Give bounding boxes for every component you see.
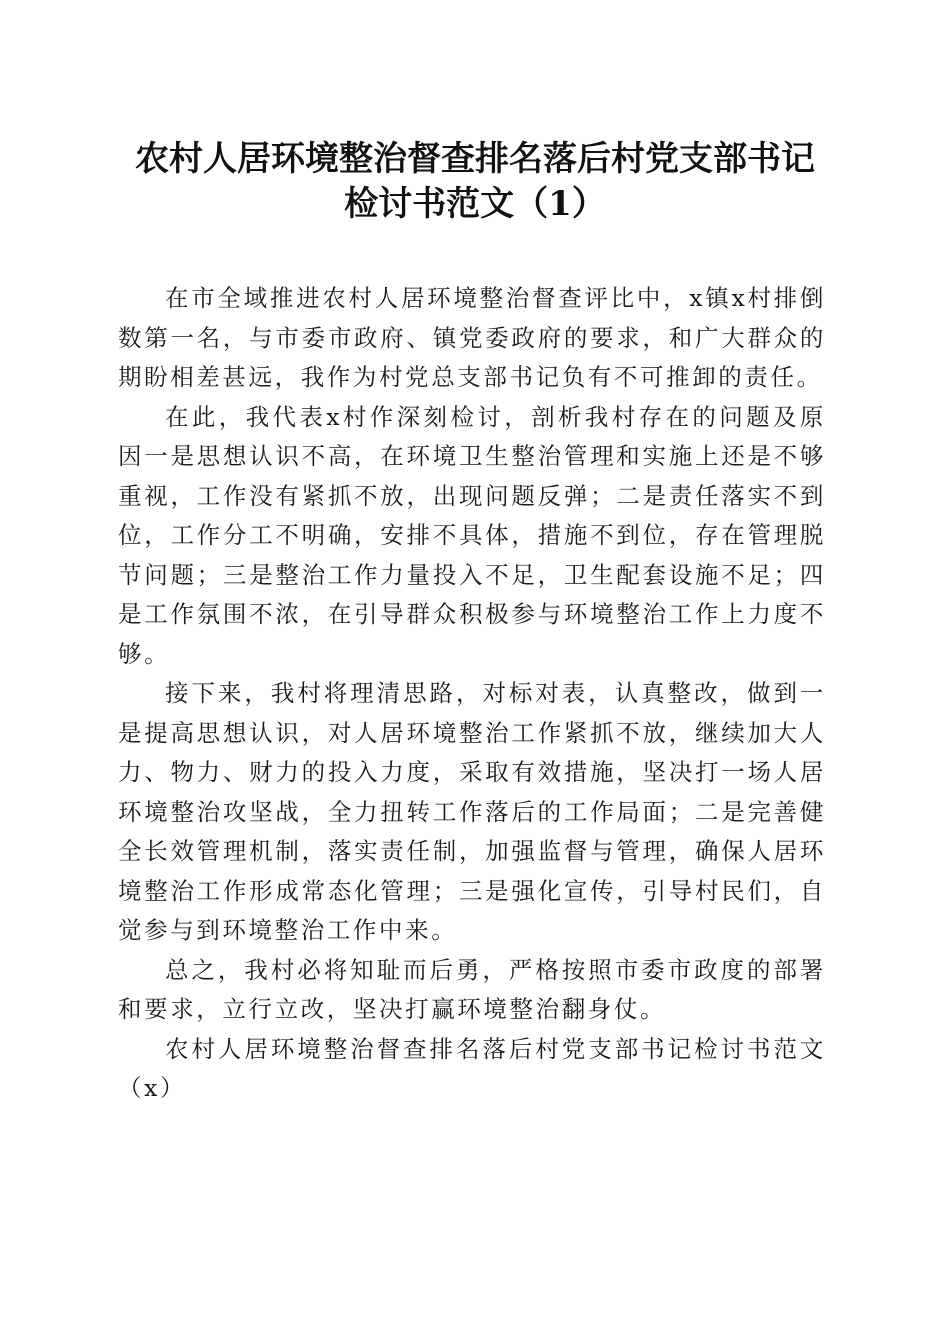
document-body [118, 279, 826, 1109]
paragraph-2: 在此，我代表x村作深刻检讨，剖析我村存在的问题及原因一是思想认识不高，在环境卫生整治管理和实施上还是不够重视，工作没有紧抓不放，出现问题反弹；二是责任落实不到位，工作分工不明确，安排不具体，措施不到位，存在管理脱节问题；三是整治工作力量投入不足，卫生配套设施不足；四是工作氛围不浓，在引导群众积极参与环境整治工作上力度不够。 [118, 402, 826, 668]
paragraph-5: 农村人居环境整治督查排名落后村党支部书记检讨书范文（x） [118, 1034, 826, 1102]
paragraph-1: 在市全域推进农村人居环境整治督查评比中，x镇x村排倒数第一名，与市委市政府、镇党委政府的要求，和广大群众的期盼相差甚远，我作为村党总支部书记负有不可推卸的责任。 [118, 284, 826, 391]
paragraph-4: 总之，我村必将知耻而后勇，严格按照市委市政度的部署和要求，立行立改，坚决打赢环境整治翻身仗。 [118, 955, 826, 1023]
paragraph-3: 接下来，我村将理清思路，对标对表，认真整改，做到一是提高思想认识，对人居环境整治工作紧抓不放，继续加大人力、物力、财力的投入力度，采取有效措施，坚决打一场人居环境整治攻坚战，全力扭转工作落后的工作局面；二是完善健全长效管理机制，落实责任制，加强监督与管理，确保人居环境整治工作形成常态化管理；三是强化宣传，引导村民们，自觉参与到环境整治工作中来。 [118, 679, 826, 944]
document-title-line-1: 农村人居环境整治督查排名落后村党支部书记 [135, 139, 815, 179]
document-title-line-2: 检讨书范文（1） [344, 184, 606, 224]
